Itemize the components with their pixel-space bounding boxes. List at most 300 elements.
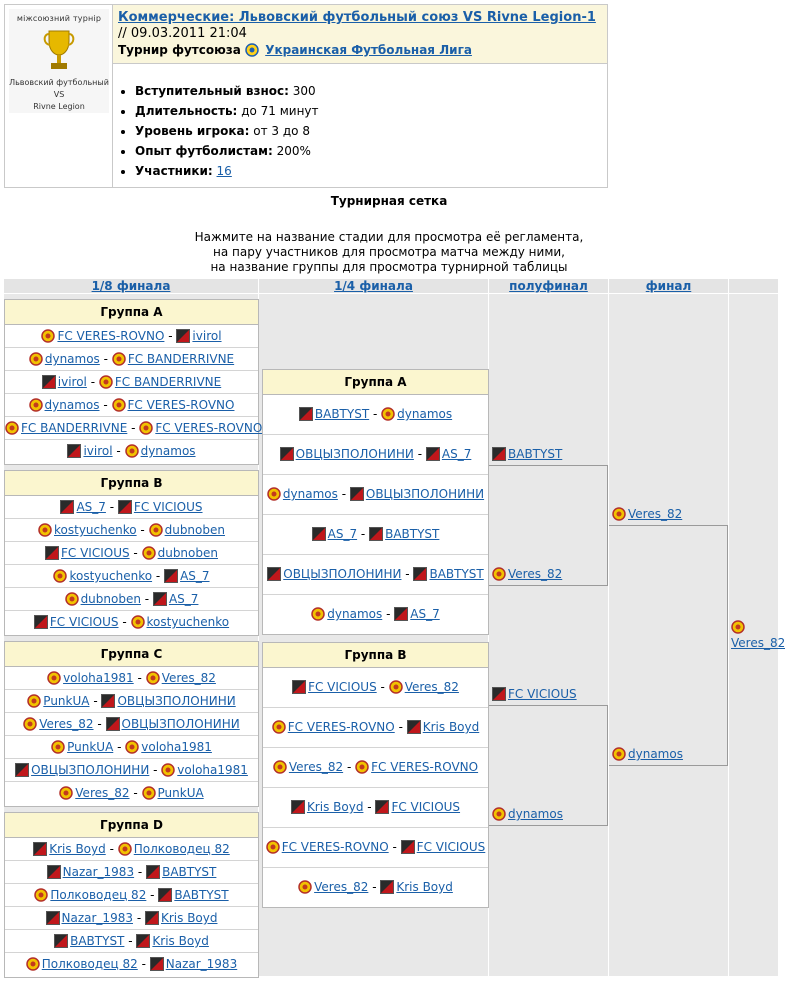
- match-separator: -: [128, 934, 133, 948]
- team-flag-icon: [60, 500, 74, 514]
- team-link[interactable]: voloha1981: [141, 740, 212, 754]
- final-column: [609, 294, 728, 976]
- team-link[interactable]: AS_7: [76, 500, 106, 514]
- team-link[interactable]: FC VERES-ROVNO: [57, 329, 165, 343]
- match-row[interactable]: [5, 519, 258, 542]
- team-flag-icon: [106, 717, 120, 731]
- match-separator: -: [380, 680, 385, 694]
- team-crest-icon: [131, 615, 145, 629]
- team-crest-icon: [139, 421, 153, 435]
- logo-line3: Rivne Legion: [33, 102, 85, 111]
- team-link[interactable]: BABTYST: [174, 888, 229, 902]
- team-link[interactable]: FC VICIOUS: [508, 687, 577, 701]
- team-link[interactable]: Полководец 82: [41, 957, 138, 971]
- match-separator: -: [341, 487, 347, 501]
- bracket-line: [489, 465, 608, 466]
- match-separator: -: [367, 800, 372, 814]
- match-row[interactable]: [263, 748, 488, 788]
- team-link[interactable]: Veres_82: [161, 671, 216, 685]
- team-link[interactable]: FC BANDERRIVNE: [127, 352, 235, 366]
- team-link[interactable]: AS_7: [410, 607, 440, 621]
- team-link[interactable]: dubnoben: [157, 546, 218, 560]
- team-link[interactable]: PunkUA: [157, 786, 204, 800]
- team-flag-icon: [413, 567, 427, 581]
- final-slot[interactable]: [612, 507, 682, 521]
- match-separator: -: [137, 865, 143, 879]
- team-crest-icon: [149, 523, 163, 537]
- team-crest-icon: [34, 888, 48, 902]
- team-crest-icon: [492, 567, 506, 581]
- match-row[interactable]: [5, 542, 258, 565]
- team-link[interactable]: ОВЦЫЗПОЛОНИНИ: [117, 694, 236, 708]
- bracket-line: [489, 705, 608, 706]
- title-line: [118, 10, 603, 42]
- info-label: Вступительный взнос:: [135, 84, 289, 98]
- team-link[interactable]: Kris Boyd: [396, 880, 453, 894]
- team-crest-icon: [29, 398, 43, 412]
- group-title[interactable]: Группа B: [5, 471, 258, 496]
- team-flag-icon: [42, 375, 56, 389]
- logo-cell: [5, 5, 113, 187]
- logo-line1: Львовский футбольный: [9, 78, 109, 87]
- semifinal-slot[interactable]: [492, 687, 577, 701]
- match-separator: -: [103, 398, 108, 412]
- team-flag-icon: [146, 865, 160, 879]
- team-link[interactable]: dubnoben: [164, 523, 225, 537]
- group-title[interactable]: Группа D: [5, 813, 258, 838]
- team-crest-icon: [38, 523, 52, 537]
- team-flag-icon: [407, 720, 421, 734]
- team-crest-icon: [47, 671, 61, 685]
- logo-caption: [9, 77, 109, 113]
- match-row[interactable]: [5, 953, 258, 975]
- team-link[interactable]: PunkUA: [43, 694, 90, 708]
- team-flag-icon: [394, 607, 408, 621]
- team-link[interactable]: voloha1981: [63, 671, 134, 685]
- match-row[interactable]: [5, 838, 258, 861]
- info-label: Длительность:: [135, 104, 238, 118]
- info-label: Уровень игрока:: [135, 124, 250, 138]
- match-row[interactable]: [5, 861, 258, 884]
- winner-slot[interactable]: [731, 619, 785, 653]
- team-flag-icon: [15, 763, 29, 777]
- team-link[interactable]: PunkUA: [67, 740, 114, 754]
- match-separator: -: [116, 444, 121, 458]
- stage-link[interactable]: 1/4 финала: [334, 279, 413, 293]
- match-separator: -: [372, 880, 377, 894]
- team-link[interactable]: Nazar_1983: [61, 911, 133, 925]
- info-item: [135, 161, 319, 181]
- team-link[interactable]: FC VERES-ROVNO: [155, 421, 263, 435]
- stage-header-round16[interactable]: [4, 279, 258, 293]
- match-row[interactable]: [5, 496, 258, 519]
- team-link[interactable]: Kris Boyd: [422, 720, 480, 734]
- match-separator: -: [136, 911, 142, 925]
- group-title[interactable]: Группа A: [263, 370, 488, 395]
- trophy-icon: [41, 27, 77, 73]
- team-crest-icon: [273, 760, 287, 774]
- team-flag-icon: [150, 957, 164, 971]
- team-link[interactable]: BABTYST: [314, 407, 370, 421]
- team-flag-icon: [67, 444, 81, 458]
- group-title[interactable]: Группа A: [5, 300, 258, 325]
- team-flag-icon: [136, 934, 150, 948]
- group-box: [262, 369, 489, 635]
- stage-link[interactable]: полуфинал: [509, 279, 588, 293]
- team-link[interactable]: Veres_82: [39, 717, 94, 731]
- team-link[interactable]: AS_7: [327, 527, 358, 541]
- tournament-datetime: 09.03.2011 21:04: [130, 26, 247, 41]
- team-crest-icon: [125, 444, 139, 458]
- team-link[interactable]: Nazar_1983: [165, 957, 238, 971]
- team-flag-icon: [267, 567, 281, 581]
- team-crest-icon: [612, 747, 626, 761]
- match-separator: -: [144, 592, 150, 606]
- instruction-line: на пару участников для просмотра матча между ними,: [213, 245, 565, 259]
- team-link[interactable]: ОВЦЫЗПОЛОНИНИ: [365, 487, 485, 501]
- info-label: Опыт футболистам:: [135, 144, 273, 158]
- info-item: [135, 101, 319, 121]
- match-separator: -: [346, 760, 352, 774]
- match-row[interactable]: [5, 348, 258, 371]
- team-link[interactable]: Kris Boyd: [160, 911, 218, 925]
- match-row[interactable]: [263, 595, 488, 634]
- team-link[interactable]: kostyuchenko: [69, 569, 153, 583]
- team-crest-icon: [161, 763, 175, 777]
- match-separator: -: [109, 842, 114, 856]
- team-crest-icon: [266, 840, 280, 854]
- team-crest-icon: [311, 607, 325, 621]
- bracket-line: [609, 765, 728, 766]
- team-crest-icon: [51, 740, 65, 754]
- match-row[interactable]: [5, 907, 258, 930]
- team-crest-icon: [112, 398, 126, 412]
- match-row[interactable]: [263, 435, 488, 475]
- team-link[interactable]: ivirol: [192, 329, 222, 343]
- info-item: [135, 141, 319, 161]
- stage-header-semifinal[interactable]: [489, 279, 608, 293]
- team-link[interactable]: Kris Boyd: [49, 842, 106, 856]
- team-flag-icon: [176, 329, 190, 343]
- match-row[interactable]: [5, 440, 258, 462]
- semifinal-column: [489, 294, 608, 976]
- team-crest-icon: [355, 760, 369, 774]
- match-row[interactable]: [263, 555, 488, 595]
- team-flag-icon: [118, 500, 132, 514]
- team-link[interactable]: ОВЦЫЗПОЛОНИНИ: [121, 717, 240, 731]
- stage-header-quarter[interactable]: [259, 279, 488, 293]
- match-row[interactable]: [5, 930, 258, 953]
- bracket-title: Турнирная сетка: [330, 194, 448, 208]
- team-flag-icon: [291, 800, 305, 814]
- tournament-logo: [9, 9, 109, 113]
- team-crest-icon: [112, 352, 126, 366]
- team-link[interactable]: Kris Boyd: [306, 800, 364, 814]
- instruction-line: Нажмите на название стадии для просмотра её регламента,: [194, 230, 584, 244]
- group-box: [4, 470, 259, 636]
- bracket-line: [727, 525, 728, 766]
- team-link[interactable]: FC VERES-ROVNO: [281, 840, 389, 854]
- league-line: [118, 43, 472, 57]
- match-separator: -: [417, 447, 423, 461]
- match-separator: -: [103, 352, 108, 366]
- match-row[interactable]: [263, 475, 488, 515]
- bracket-line: [607, 465, 608, 586]
- participants-link[interactable]: 16: [216, 164, 232, 178]
- team-flag-icon: [46, 911, 60, 925]
- team-link[interactable]: FC VICIOUS: [133, 500, 203, 514]
- team-link[interactable]: ОВЦЫЗПОЛОНИНИ: [283, 567, 402, 581]
- match-separator: -: [137, 671, 142, 685]
- match-separator: -: [372, 407, 378, 421]
- team-link[interactable]: BABTYST: [162, 865, 217, 879]
- bracket-line: [609, 525, 728, 526]
- match-row[interactable]: [263, 868, 488, 907]
- match-separator: -: [93, 694, 98, 708]
- tournament-title-link[interactable]: Коммерческие: Львовский футбольный союз VS Rivne Legion-1: [118, 10, 596, 25]
- title-separator: //: [118, 26, 127, 41]
- team-link[interactable]: ivirol: [57, 375, 87, 389]
- match-separator: -: [398, 720, 403, 734]
- info-list: [113, 81, 319, 181]
- match-row[interactable]: [5, 417, 263, 440]
- team-flag-icon: [492, 447, 506, 461]
- info-value: до 71 минут: [241, 104, 319, 118]
- title-cell: [113, 5, 607, 64]
- team-link[interactable]: dynamos: [44, 352, 100, 366]
- team-link[interactable]: ОВЦЫЗПОЛОНИНИ: [295, 447, 414, 461]
- team-crest-icon: [125, 740, 139, 754]
- match-separator: -: [90, 375, 96, 389]
- team-crest-icon: [389, 680, 403, 694]
- match-separator: -: [153, 763, 158, 777]
- match-row[interactable]: [263, 828, 488, 868]
- team-link[interactable]: FC VERES-ROVNO: [127, 398, 235, 412]
- info-label: Участники:: [135, 164, 213, 178]
- match-separator: -: [122, 615, 127, 629]
- match-separator: -: [155, 569, 161, 583]
- team-flag-icon: [375, 800, 389, 814]
- info-value: 300: [292, 84, 316, 98]
- team-flag-icon: [492, 687, 506, 701]
- team-crest-icon: [59, 786, 73, 800]
- team-flag-icon: [34, 615, 48, 629]
- info-value: 200%: [276, 144, 311, 158]
- match-separator: -: [141, 957, 146, 971]
- team-crest-icon: [53, 569, 67, 583]
- match-row[interactable]: [5, 588, 258, 611]
- team-flag-icon: [54, 934, 68, 948]
- team-link[interactable]: voloha1981: [177, 763, 248, 777]
- match-separator: -: [140, 523, 145, 537]
- team-crest-icon: [65, 592, 79, 606]
- match-row[interactable]: [5, 884, 258, 907]
- team-link[interactable]: Veres_82: [75, 786, 130, 800]
- team-flag-icon: [292, 680, 306, 694]
- team-link[interactable]: Veres_82: [404, 680, 459, 694]
- team-link[interactable]: dynamos: [282, 487, 338, 501]
- match-row[interactable]: [5, 759, 258, 782]
- team-link[interactable]: dynamos: [327, 607, 383, 621]
- instructions: [0, 230, 778, 275]
- team-link[interactable]: Veres_82: [508, 567, 563, 581]
- team-link[interactable]: FC VICIOUS: [60, 546, 130, 560]
- instruction-line: на название группы для просмотра турнирной таблицы: [210, 260, 568, 274]
- group-box: [4, 812, 259, 978]
- team-flag-icon: [164, 569, 178, 583]
- team-flag-icon: [101, 694, 115, 708]
- team-flag-icon: [33, 842, 47, 856]
- team-link[interactable]: Veres_82: [628, 507, 683, 521]
- team-crest-icon: [27, 694, 41, 708]
- match-separator: -: [405, 567, 410, 581]
- group-title[interactable]: Группа B: [263, 643, 488, 668]
- team-flag-icon: [145, 911, 159, 925]
- match-row[interactable]: [5, 371, 258, 394]
- stage-link[interactable]: 1/8 финала: [91, 279, 171, 293]
- team-link[interactable]: Полководец 82: [133, 842, 230, 856]
- match-row[interactable]: [263, 708, 488, 748]
- team-flag-icon: [280, 447, 294, 461]
- team-crest-icon: [23, 717, 37, 731]
- team-link[interactable]: FC VICIOUS: [416, 840, 486, 854]
- team-crest-icon: [272, 720, 286, 734]
- stage-header-winner: [729, 279, 778, 293]
- team-flag-icon: [401, 840, 415, 854]
- match-row[interactable]: [5, 667, 258, 690]
- group-box: [4, 641, 259, 807]
- team-flag-icon: [369, 527, 383, 541]
- team-crest-icon: [5, 421, 19, 435]
- team-link[interactable]: FC VERES-ROVNO: [371, 760, 479, 774]
- team-link[interactable]: Nazar_1983: [62, 865, 135, 879]
- team-link[interactable]: FC VICIOUS: [391, 800, 461, 814]
- group-title[interactable]: Группа C: [5, 642, 258, 667]
- stage-header-final[interactable]: [609, 279, 728, 293]
- team-link[interactable]: FC VERES-ROVNO: [287, 720, 395, 734]
- team-flag-icon: [45, 546, 59, 560]
- tournament-header: [4, 4, 608, 188]
- team-link[interactable]: AS_7: [168, 592, 199, 606]
- bracket-line: [489, 825, 608, 826]
- match-separator: -: [117, 740, 122, 754]
- team-link[interactable]: BABTYST: [385, 527, 440, 541]
- team-link[interactable]: Kris Boyd: [152, 934, 209, 948]
- match-row[interactable]: [263, 395, 488, 435]
- match-row[interactable]: [263, 788, 488, 828]
- match-row[interactable]: [263, 668, 488, 708]
- match-separator: -: [386, 607, 391, 621]
- match-row[interactable]: [5, 611, 258, 633]
- team-crest-icon: [142, 546, 156, 560]
- logo-top-text: міжсоюзний турнір: [16, 14, 102, 23]
- team-link[interactable]: ОВЦЫЗПОЛОНИНИ: [31, 763, 150, 777]
- team-crest-icon: [41, 329, 55, 343]
- team-link[interactable]: kostyuchenko: [54, 523, 137, 537]
- league-prefix: Турнир футсоюза: [118, 43, 241, 57]
- info-value: от 3 до 8: [253, 124, 310, 138]
- match-row[interactable]: [5, 325, 258, 348]
- match-row[interactable]: [5, 736, 258, 759]
- match-row[interactable]: [5, 690, 258, 713]
- team-link[interactable]: AS_7: [441, 447, 472, 461]
- team-link[interactable]: BABTYST: [70, 934, 125, 948]
- match-separator: -: [131, 421, 136, 435]
- team-link[interactable]: BABTYST: [429, 567, 484, 581]
- final-slot[interactable]: [612, 747, 683, 761]
- team-link[interactable]: Полководец 82: [50, 888, 147, 902]
- match-separator: -: [150, 888, 155, 902]
- match-row[interactable]: [5, 782, 258, 804]
- team-crest-icon: [99, 375, 113, 389]
- semifinal-slot[interactable]: [492, 447, 562, 461]
- group-box: [4, 299, 263, 465]
- match-separator: -: [168, 329, 173, 343]
- match-row[interactable]: [5, 713, 258, 736]
- stage-link[interactable]: финал: [645, 279, 692, 293]
- team-link[interactable]: FC VICIOUS: [308, 680, 377, 694]
- match-separator: -: [97, 717, 102, 731]
- team-link[interactable]: Veres_82: [314, 880, 369, 894]
- team-link[interactable]: FC VICIOUS: [49, 615, 119, 629]
- team-crest-icon: [381, 407, 395, 421]
- team-link[interactable]: kostyuchenko: [146, 615, 230, 629]
- team-link[interactable]: dynamos: [628, 747, 683, 761]
- team-link[interactable]: Veres_82: [731, 636, 785, 650]
- team-link[interactable]: dynamos: [44, 398, 100, 412]
- team-crest-icon: [612, 507, 626, 521]
- semifinal-slot[interactable]: [492, 807, 563, 821]
- team-link[interactable]: dynamos: [508, 807, 563, 821]
- info-item: [135, 81, 319, 101]
- team-crest-icon: [142, 786, 156, 800]
- team-flag-icon: [299, 407, 313, 421]
- team-crest-icon: [26, 957, 40, 971]
- league-icon: [245, 43, 259, 57]
- match-separator: -: [392, 840, 397, 854]
- team-link[interactable]: FC BANDERRIVNE: [21, 421, 128, 435]
- team-flag-icon: [158, 888, 172, 902]
- semifinal-slot[interactable]: [492, 567, 562, 581]
- logo-line2: VS: [53, 90, 65, 99]
- team-link[interactable]: dynamos: [397, 407, 453, 421]
- match-row[interactable]: [5, 565, 258, 588]
- group-box: [262, 642, 489, 908]
- info-item: [135, 121, 319, 141]
- match-row[interactable]: [263, 515, 488, 555]
- match-row[interactable]: [5, 394, 258, 417]
- match-separator: -: [109, 500, 115, 514]
- team-flag-icon: [47, 865, 61, 879]
- match-separator: -: [360, 527, 366, 541]
- team-link[interactable]: BABTYST: [508, 447, 563, 461]
- team-crest-icon: [146, 671, 160, 685]
- league-link[interactable]: Украинская Футбольная Лига: [265, 43, 472, 57]
- team-link[interactable]: dubnoben: [80, 592, 141, 606]
- team-flag-icon: [426, 447, 440, 461]
- match-separator: -: [133, 546, 138, 560]
- team-flag-icon: [153, 592, 167, 606]
- team-link[interactable]: AS_7: [180, 569, 210, 583]
- team-link[interactable]: dynamos: [140, 444, 196, 458]
- team-link[interactable]: FC BANDERRIVNE: [114, 375, 222, 389]
- team-link[interactable]: ivirol: [83, 444, 113, 458]
- match-separator: -: [133, 786, 138, 800]
- team-crest-icon: [29, 352, 43, 366]
- team-link[interactable]: Veres_82: [288, 760, 344, 774]
- team-flag-icon: [350, 487, 364, 501]
- team-crest-icon: [267, 487, 281, 501]
